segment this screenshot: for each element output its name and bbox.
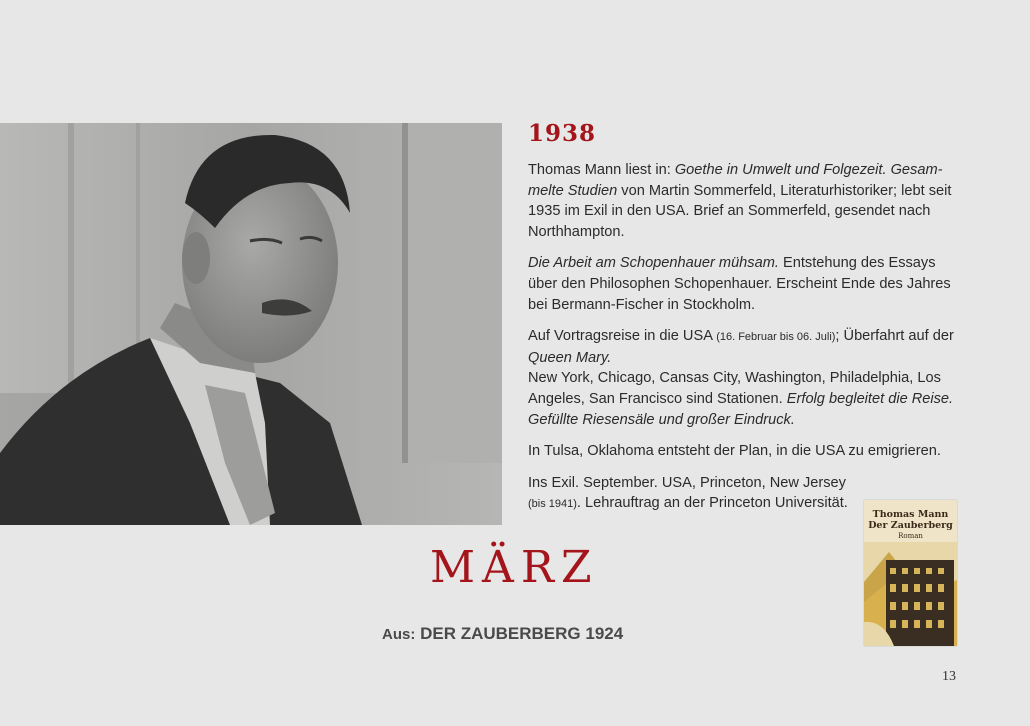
- book-cover-illustration: [864, 542, 957, 646]
- book-cover: [864, 500, 957, 646]
- text-span: ; Überfahrt auf der: [835, 328, 954, 345]
- text-span: Entstehung des Essays über den Philosophen Schopenhauer. Erscheint Ende des Jahres bei Bermann-Fischer in Stockholm.: [528, 255, 951, 313]
- date-range: (bis 1941): [528, 498, 577, 511]
- text-span: . Lehrauftrag an der Princeton Universität.: [576, 495, 848, 512]
- text-span: New York, Chicago, Cansas City, Washington, Philadelphia, Los Angeles, San Francisco sind Stationen.: [528, 370, 941, 407]
- source-line: [382, 624, 623, 644]
- paragraph-tulsa: In Tulsa, Oklahoma entsteht der Plan, in die USA zu emigrieren.: [528, 443, 941, 460]
- date-range: (16. Februar bis 06. Juli): [716, 331, 836, 344]
- book-author: Thomas Mann: [872, 509, 949, 520]
- ship-name: Queen Mary.: [528, 349, 612, 366]
- portrait-illustration: [0, 123, 502, 525]
- month-heading: MÄRZ: [430, 542, 599, 593]
- text-span: Ins Exil. September. USA, Princeton, New Jersey: [528, 474, 846, 491]
- paragraph-lecture-tour: [528, 326, 956, 430]
- quote: Die Arbeit am Schopenhauer mühsam.: [528, 255, 779, 272]
- source-prefix: Aus:: [382, 626, 416, 643]
- quote: Erfolg begleitet die Reise. Gefüllte Riesensäle und großer Eindruck.: [528, 390, 954, 428]
- chronology-text: [528, 160, 956, 526]
- source-title: DER ZAUBERBERG 1924: [420, 624, 624, 643]
- book-title: Der Zauberberg: [868, 520, 953, 531]
- text-span: von Martin Sommerfeld, Literaturhistoriker; lebt seit 1935 im Exil in den USA. Brief an Sommerfeld, gesendet nach Northhampton.: [528, 182, 952, 240]
- paragraph-schopenhauer: [528, 253, 956, 315]
- text-span: Thomas Mann liest in:: [528, 162, 675, 178]
- book-subtitle: Roman: [898, 532, 923, 540]
- portrait-photo: [0, 123, 502, 525]
- page-number: 13: [942, 669, 956, 684]
- year-heading: 1938: [528, 120, 597, 147]
- text-span: Auf Vortragsreise in die USA: [528, 328, 717, 345]
- book-title: Goethe in Umwelt und Folgezeit. Gesammelte Studien: [528, 162, 943, 199]
- paragraph-reading: [528, 160, 956, 242]
